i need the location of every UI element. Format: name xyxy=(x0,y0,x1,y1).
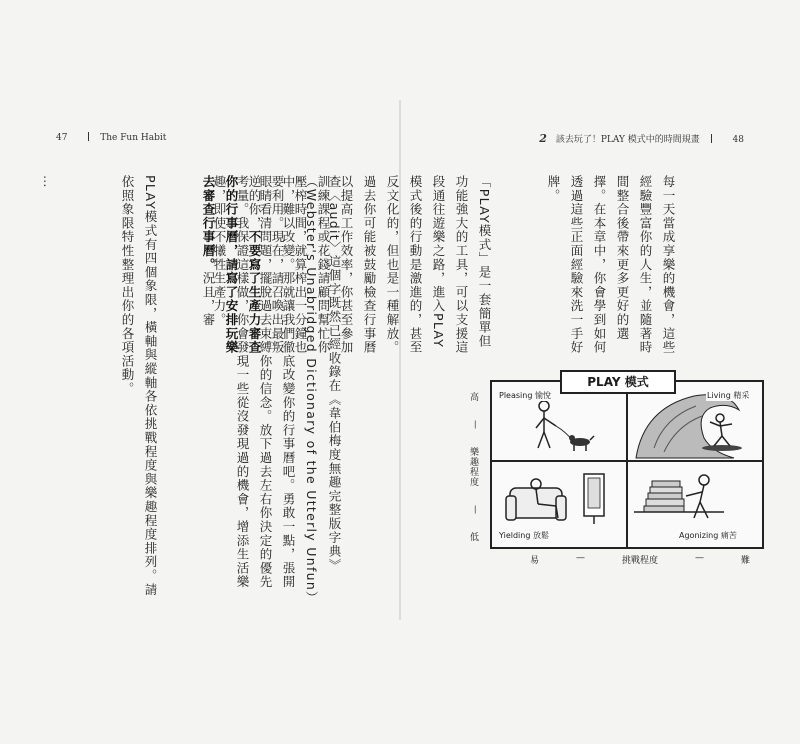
y-axis-low: 低 xyxy=(468,532,478,542)
body-paragraph: 查〈audit〉這個字既然已經收錄在《韋伯梅度無趣完整版字典》（Webster's Unabridged Dictionary of the Utterly Unfun）中，難以改變。那就讓我們徹底改變你的行事曆吧。勇敢一點，張開眼睛看清問題，擺脫過去束縛你的信念。放下過去左右你決定的優先考量。我保證這樣做，你會發現一些從沒發現過的機會，增添生活樂趣，即使不犧牲生產力。 xyxy=(212,175,342,599)
left-running-head xyxy=(56,132,166,143)
x-axis-dash: — xyxy=(576,553,585,563)
quadrant-living-label: Living 精采 xyxy=(707,391,750,400)
overwhelmed-work-illustration xyxy=(634,466,759,528)
body-text: 「PLAY模式」是一套簡單但功能強大的工具，可以支援這段通往遊樂之路，進入PLAY模式後的行動是激進的，甚至反文化的，但也是一種解放。過去你可能被鼓勵檢查行事曆以提高工作效率，你甚至參加訓練課程或花錢請顧問幫忙你壓榨時間，就算榨出一分鐘也要利用。現在，請召喚出最叛逆的你， xyxy=(247,175,492,355)
section-break: … xyxy=(41,175,56,200)
couch-tv-illustration xyxy=(506,466,621,528)
y-axis-dash: — xyxy=(470,504,480,515)
x-axis-label: 挑戰程度 xyxy=(621,556,658,566)
body-paragraph: PLAY模式有四個象限，橫軸與縱軸各依挑戰程度與樂趣程度排列。請依照象限特性整理出你的各項活動。 xyxy=(120,175,158,597)
body-paragraph: 每一天當成享樂的機會，這些經驗豐富你的人生，並隨著時間整合後帶來更多更好的選擇。在本章中，你會學到如何透過這些正面經驗來洗一手好牌。 xyxy=(546,175,676,355)
y-axis-high: 高 xyxy=(468,392,478,402)
y-axis xyxy=(460,392,480,542)
x-axis-easy: 易 xyxy=(530,556,540,566)
horizontal-divider xyxy=(492,460,762,462)
x-axis xyxy=(530,553,750,566)
play-model-figure xyxy=(460,370,765,575)
quadrant-yielding-label: Yielding 放鬆 xyxy=(499,531,549,540)
header-divider xyxy=(88,132,89,141)
book-title: The Fun Habit xyxy=(100,133,167,143)
x-axis-dash: — xyxy=(694,553,704,563)
dog-walking-illustration xyxy=(522,396,602,456)
right-running-head xyxy=(539,132,744,145)
quadrant-agonizing-label: Agonizing 痛苦 xyxy=(679,531,737,540)
quadrant-grid xyxy=(490,380,764,549)
right-page-number: 48 xyxy=(732,135,744,145)
chapter-title: 該去玩了！PLAY 模式中的時間規畫 xyxy=(555,135,700,145)
vertical-divider xyxy=(626,382,628,547)
quadrant-pleasing-label: Pleasing 愉悅 xyxy=(499,391,551,400)
header-divider xyxy=(711,134,712,143)
body-paragraph xyxy=(197,175,496,355)
right-page-body xyxy=(201,175,726,355)
chapter-number: 2 xyxy=(539,132,547,145)
emphasis-text: 不要寫了生產力審查你的行事曆，請寫了安排玩樂去審查行事曆。 xyxy=(201,175,262,355)
body-text: 況且，審 xyxy=(201,271,216,327)
figure-title: PLAY 模式 xyxy=(560,370,676,394)
y-axis-label: 樂趣程度 xyxy=(468,447,478,487)
x-axis-hard: 難 xyxy=(740,556,750,566)
left-page-number: 47 xyxy=(56,133,68,143)
y-axis-dash: — xyxy=(470,419,480,430)
